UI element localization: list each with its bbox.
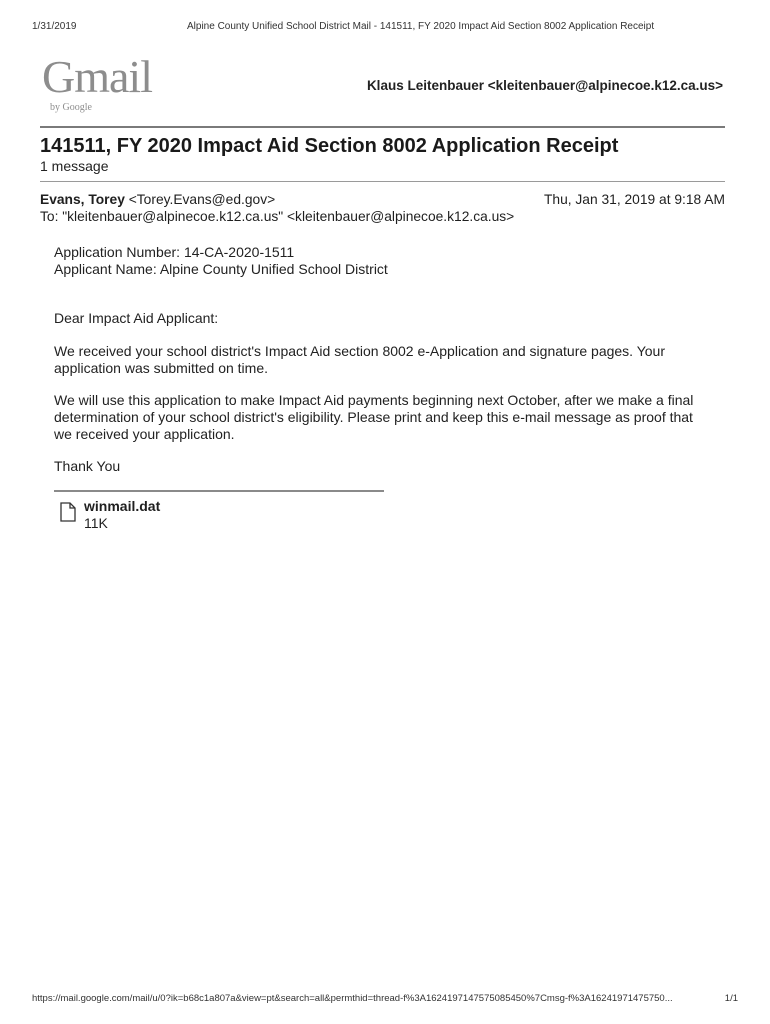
attachment-name[interactable]: winmail.dat <box>84 498 161 514</box>
attachment-divider <box>54 490 384 492</box>
gmail-byline: by Google <box>50 102 92 113</box>
sender-email: <Torey.Evans@ed.gov> <box>128 192 276 207</box>
recipient-line: To: "kleitenbauer@alpinecoe.k12.ca.us" <kleitenbauer@alpinecoe.k12.ca.us> <box>40 209 515 224</box>
sender-line <box>40 192 275 207</box>
thread-subject: 141511, FY 2020 Impact Aid Section 8002 Application Receipt <box>40 135 619 157</box>
body-paragraph-1: We received your school district's Impact Aid section 8002 e-Application and signature pages. Your application was submitted on time. <box>54 343 665 376</box>
print-date: 1/31/2019 <box>32 21 77 32</box>
applicant-name: Applicant Name: Alpine County Unified School District <box>54 261 388 277</box>
account-address: Klaus Leitenbauer <kleitenbauer@alpinecoe.k12.ca.us> <box>366 78 723 93</box>
greeting: Dear Impact Aid Applicant: <box>54 310 219 326</box>
gmail-wordmark: Gmail <box>42 52 152 102</box>
footer-page-number: 1/1 <box>724 993 738 1004</box>
application-number: Application Number: 14-CA-2020-1511 <box>54 244 295 260</box>
file-icon[interactable] <box>60 502 76 527</box>
body-paragraph-2: We will use this application to make Impact Aid payments beginning next October, after we make a final determination of your school district's eligibility. Please print and keep this e-mail message as proof that we received your application. <box>54 392 694 442</box>
footer-url: https://mail.google.com/mail/u/0?ik=b68c1a807a&view=pt&search=all&permthid=thread-f%3A1624197147575085450%7Cmsg-f%3A16241971475750... <box>32 993 673 1004</box>
gmail-logo <box>42 52 182 122</box>
header-divider <box>40 126 725 128</box>
message-count: 1 message <box>40 158 109 174</box>
closing: Thank You <box>54 458 121 474</box>
sender-name: Evans, Torey <box>40 192 125 207</box>
thread-divider <box>40 181 725 182</box>
attachment-size: 11K <box>84 515 108 531</box>
message-date: Thu, Jan 31, 2019 at 9:18 AM <box>543 192 725 207</box>
print-title: Alpine County Unified School District Mail - 141511, FY 2020 Impact Aid Section 8002 Application Receipt <box>187 21 655 32</box>
